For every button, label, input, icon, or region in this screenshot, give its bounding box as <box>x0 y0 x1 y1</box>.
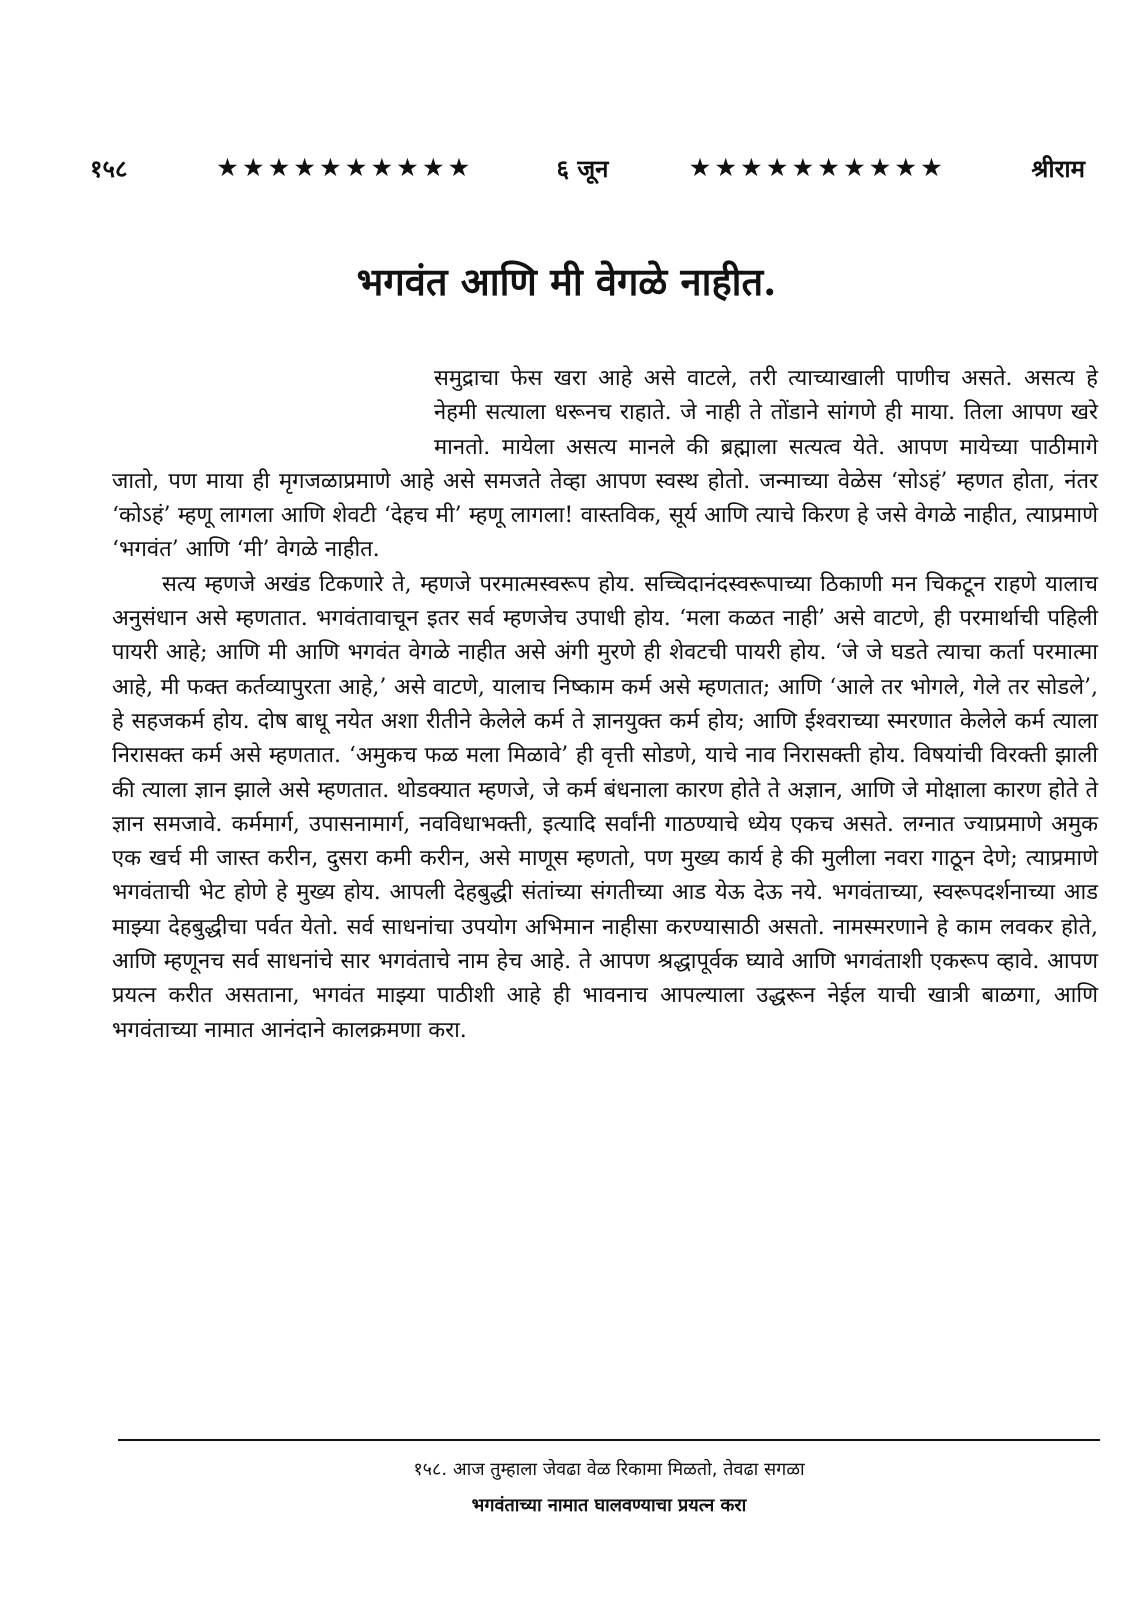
footnote-divider <box>118 1439 1100 1441</box>
chapter-title: भगवंत आणि मी वेगळे नाहीत. <box>356 259 777 304</box>
decorative-stars-right: ★★★★★★★★★★ <box>690 155 948 181</box>
footnote <box>118 1452 1100 1524</box>
illustration-space <box>112 362 434 464</box>
page-number: १५८ <box>90 153 128 183</box>
paragraph-2: सत्य म्हणजे अखंड टिकणारे ते, म्हणजे परमात्मस्वरूप होय. सच्चिदानंदस्वरूपाच्या ठिकाणी मन चिकटून राहणे यालाच अनुसंधान असे म्हणतात. भगवंतावाचून इतर सर्व म्हणजेच उपाधी होय. ‘मला कळत नाही’ असे वाटणे, ही परमार्थाची पहिली पायरी आहे; आणि मी आणि भगवंत वेगळे नाहीत असे अंगी मुरणे ही शेवटची पायरी होय. ‘जे जे घडते त्याचा कर्ता परमात्मा आहे, मी फक्त कर्तव्यापुरता आहे,’ असे वाटणे, यालाच निष्काम कर्म असे म्हणतात; आणि ‘आले तर भोगले, गेले तर सोडले’, हे सहजकर्म होय. दोष बाधू नयेत अशा रीतीने केलेले कर्म ते ज्ञानयुक्त कर्म होय; आणि ईश्वराच्या स्मरणात केलेले कर्म त्याला निरासक्त कर्म असे म्हणतात. ‘अमुकच फळ मला मिळावे’ ही वृत्ती सोडणे, याचे नाव निरासक्ती होय. विषयांची विरक्ती झाली की त्याला ज्ञान झाले असे म्हणतात. थोडक्यात म्हणजे, जे कर्म बंधनाला कारण होते ते अज्ञान, आणि जे मोक्षाला कारण होते ते ज्ञान समजावे. कर्ममार्ग, उपासनामार्ग, नवविधाभक्ती, इत्यादि सर्वांनी गाठण्याचे ध्येय एकच असते. लग्नात ज्याप्रमाणे अमुक एक खर्च मी जास्त करीन, दुसरा कमी करीन, असे माणूस म्हणतो, पण मुख्य कार्य हे की मुलीला नवरा गाठून देणे; त्याप्रमाणे भगवंताची भेट होणे हे मुख्य होय. आपली देहबुद्धी संतांच्या संगतीच्या आड येऊ देऊ नये. भगवंताच्या, स्वरूपदर्शनाच्या आड माझ्या देहबुद्धीचा पर्वत येतो. सर्व साधनांचा उपयोग अभिमान नाहीसा करण्यासाठी असतो. नामस्मरणाने हे काम लवकर होते, आणि म्हणूनच सर्व साधनांचे सार भगवंताचे नाम हेच आहे. ते आपण श्रद्धापूर्वक घ्यावे आणि भगवंताशी एकरूप व्हावे. आपण प्रयत्न करीत असताना, भगवंत माझ्या पाठीशी आहे ही भावनाच आपल्याला उद्धरून नेईल याची खात्री बाळगा, आणि भगवंताच्या नामात आनंदाने कालक्रमणा करा. <box>112 571 1098 1043</box>
decorative-stars-left: ★★★★★★★★★★ <box>217 155 475 181</box>
header-date: ६ जून <box>556 153 609 183</box>
footnote-line-1: १५८. आज तुम्हाला जेवढा वेळ रिकामा मिळतो, तेवढा सगळा <box>413 1459 805 1480</box>
running-header <box>90 148 1085 188</box>
header-running-title: श्रीराम <box>1031 153 1085 183</box>
footnote-line-2: भगवंताच्या नामात घालवण्याचा प्रयत्न करा <box>471 1495 747 1516</box>
body-text <box>112 362 1098 1048</box>
paragraph-1: समुद्राचा फेस खरा आहे असे वाटले, तरी त्याच्याखाली पाणीच असते. असत्य हे नेहमी सत्याला धरूनच राहाते. जे नाही ते तोंडाने सांगणे ही माया. तिला आपण खरे मानतो. मायेला असत्य मानले की ब्रह्माला सत्यत्व येते. आपण मायेच्या पाठीमागे जातो, पण माया ही मृगजळाप्रमाणे आहे असे समजते तेव्हा आपण स्वस्थ होतो. जन्माच्या वेळेस ‘सोऽहं’ म्हणत होता, नंतर ‘कोऽहं’ म्हणू लागला आणि शेवटी ‘देहच मी’ म्हणू लागला! वास्तविक, सूर्य आणि त्याचे किरण हे जसे वेगळे नाहीत, त्याप्रमाणे ‘भगवंत’ आणि ‘मी’ वेगळे नाहीत. <box>112 366 1098 563</box>
